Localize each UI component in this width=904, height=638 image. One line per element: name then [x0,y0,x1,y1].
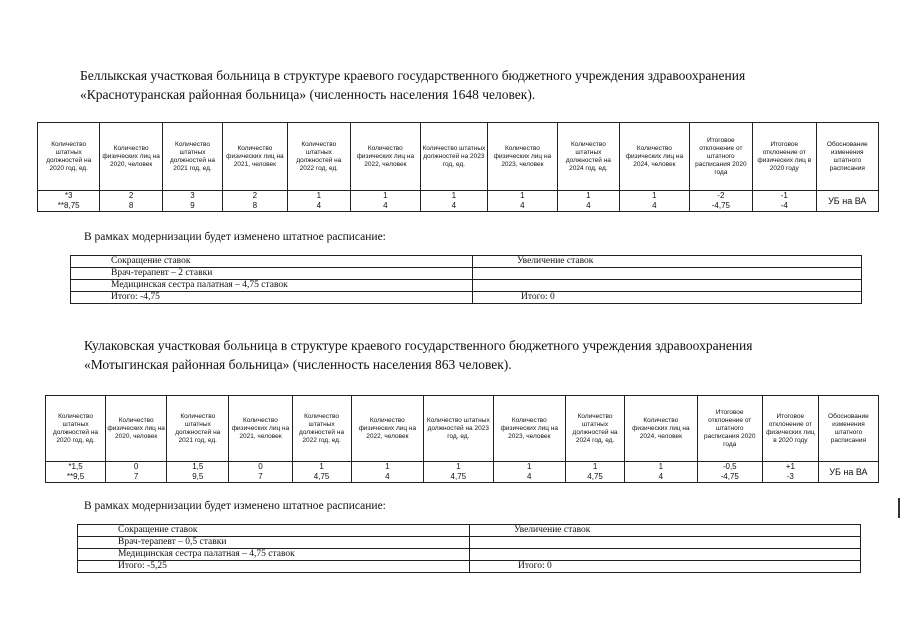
decrease-item: Врач-терапевт – 2 ставки [71,268,473,280]
total-decrease: Итого: -5,25 [78,561,470,573]
reason-cell: УБ на ВА [816,191,879,212]
table-cell: -1 [753,191,816,202]
section1-staff-table [70,255,862,304]
section2-note: В рамках модернизации будет изменено штатное расписание: [84,500,386,512]
table-cell: 4 [488,201,558,212]
header-cell: Итоговое отклонение от штатного расписания 2020 года [689,123,752,191]
section2-title [84,336,752,374]
table-cell: 4 [287,201,350,212]
header-cell: Обоснование изменения штатного расписания [818,396,878,462]
table-cell: -4 [753,201,816,212]
table-cell: 1 [351,191,421,202]
table-row [71,292,862,304]
table-row [38,191,879,202]
table-cell: 7 [229,472,292,483]
total-increase: Итого: 0 [473,292,862,304]
table-row [71,268,862,280]
decrease-header: Сокращение ставок [71,256,473,268]
table-row [71,280,862,292]
table-cell: 1 [424,462,493,473]
header-cell: Количество штатных должностей на 2020 год, ед. [38,123,100,191]
table-cell: *1,5 [46,462,106,473]
table-row [78,549,861,561]
section1-title-line1: Беллыкская участковая больница в структуре краевого государственного бюджетного учреждения здравоохранения [80,68,746,83]
empty-cell [473,280,862,292]
header-cell: Количество физических лиц на 2022, человек [351,123,421,191]
increase-header: Увеличение ставок [473,256,862,268]
empty-cell [470,549,861,561]
header-cell: Количество штатных должностей на 2023 год, ед. [420,123,488,191]
table-cell: 1 [557,191,619,202]
section1-note: В рамках модернизации будет изменено штатное расписание: [84,231,386,243]
table-cell: -3 [762,472,818,483]
table-cell: +1 [762,462,818,473]
header-cell: Количество физических лиц на 2022, человек [351,396,424,462]
section2-title-line1: Кулаковская участковая больница в структуре краевого государственного бюджетного учреждения здравоохранения [84,338,753,353]
decrease-header: Сокращение ставок [78,525,470,537]
header-cell: Количество физических лиц на 2024, человек [625,396,698,462]
table-cell: 1 [420,191,488,202]
header-cell: Итоговое отклонение от штатного расписания 2020 года [697,396,762,462]
section2-stats-table [45,395,879,483]
table-cell: 1 [566,462,625,473]
table-cell: *3 [38,191,100,202]
table-cell: -0,5 [697,462,762,473]
table-row [78,561,861,573]
table-row [46,462,879,473]
table-cell: 9,5 [167,472,229,483]
table-cell: 9 [162,201,222,212]
table-cell: 4 [620,201,690,212]
table-cell: 1 [625,462,698,473]
table-row [78,525,861,537]
table-cell: 1 [488,191,558,202]
table-cell: 1 [493,462,566,473]
table-cell: 7 [106,472,167,483]
increase-header: Увеличение ставок [470,525,861,537]
table-cell: 1 [351,462,424,473]
table-cell: 4 [420,201,488,212]
table-cell: 8 [223,201,287,212]
header-cell: Количество физических лиц на 2024, человек [620,123,690,191]
table-cell: -2 [689,191,752,202]
table-cell: 1 [292,462,351,473]
table-cell: 1 [620,191,690,202]
table-cell: -4,75 [697,472,762,483]
section1-title-line2: «Краснотуранская районная больница» (численность населения 1648 человек). [80,87,536,102]
decrease-item: Врач-терапевт – 0,5 ставки [78,537,470,549]
table-row [71,256,862,268]
header-cell: Количество физических лиц на 2023, человек [488,123,558,191]
table-cell: 4,75 [566,472,625,483]
table-cell: **9,5 [46,472,106,483]
total-decrease: Итого: -4,75 [71,292,473,304]
section1-title [80,66,745,104]
table-row [46,472,879,483]
table-row [38,201,879,212]
header-cell: Итоговое отклонение от физических лиц в 2020 году [762,396,818,462]
header-cell: Итоговое отклонение от физических лиц в 2020 году [753,123,816,191]
header-cell: Количество штатных должностей на 2024 год, ед. [566,396,625,462]
header-cell: Количество штатных должностей на 2020 год, ед. [46,396,106,462]
table-cell: 0 [229,462,292,473]
total-increase: Итого: 0 [470,561,861,573]
table-cell: -4,75 [689,201,752,212]
table-cell: 1 [287,191,350,202]
table-cell: 2 [223,191,287,202]
table-cell: 0 [106,462,167,473]
table-cell: 4 [557,201,619,212]
section1-stats-table [37,122,879,212]
header-cell: Количество физических лиц на 2020, человек [106,396,167,462]
table-cell: 3 [162,191,222,202]
header-cell: Количество физических лиц на 2023, человек [493,396,566,462]
header-cell: Количество штатных должностей на 2024 год, ед. [557,123,619,191]
table-cell: **8,75 [38,201,100,212]
table-cell: 8 [100,201,162,212]
reason-cell: УБ на ВА [818,462,878,483]
scan-edge-mark [898,498,900,518]
header-cell: Количество физических лиц на 2020, человек [100,123,162,191]
header-cell: Количество штатных должностей на 2021 год, ед. [162,123,222,191]
table-cell: 4 [493,472,566,483]
header-cell: Количество штатных должностей на 2023 год, ед. [424,396,493,462]
table-cell: 4 [351,472,424,483]
table-cell: 4 [351,201,421,212]
decrease-item: Медицинская сестра палатная – 4,75 ставок [78,549,470,561]
empty-cell [470,537,861,549]
header-cell: Обоснование изменения штатного расписания [816,123,879,191]
section2-staff-table [77,524,861,573]
header-cell: Количество физических лиц на 2021, человек [229,396,292,462]
decrease-item: Медицинская сестра палатная – 4,75 ставок [71,280,473,292]
section2-title-line2: «Мотыгинская районная больница» (численность населения 863 человек). [84,357,512,372]
empty-cell [473,268,862,280]
header-cell: Количество штатных должностей на 2022 год, ед. [292,396,351,462]
table-cell: 2 [100,191,162,202]
header-cell: Количество физических лиц на 2021, человек [223,123,287,191]
table-cell: 4,75 [292,472,351,483]
table-row [78,537,861,549]
table-cell: 1,5 [167,462,229,473]
header-cell: Количество штатных должностей на 2022 год, ед. [287,123,350,191]
table-cell: 4,75 [424,472,493,483]
header-cell: Количество штатных должностей на 2021 год, ед. [167,396,229,462]
table-cell: 4 [625,472,698,483]
